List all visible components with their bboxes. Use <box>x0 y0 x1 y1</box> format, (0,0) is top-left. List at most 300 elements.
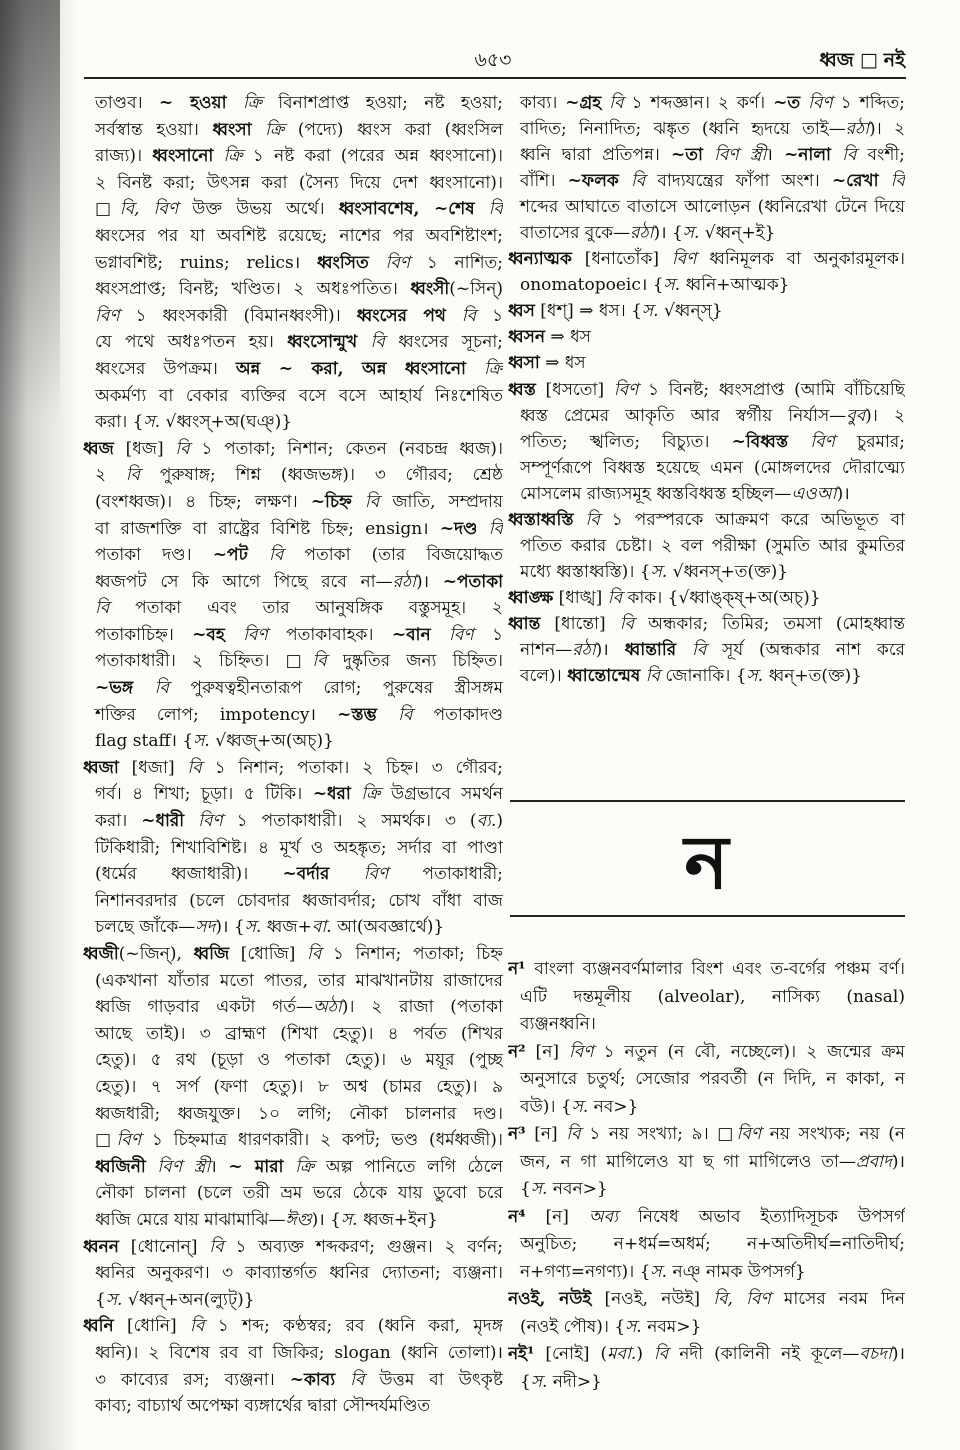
definition-text <box>329 864 363 884</box>
grammar-label: রঠা <box>392 571 416 592</box>
definition-text: মোসলেম রাজ্যসমূহ ধ্বস্তবিধ্বস্ত হচ্ছিল— <box>520 483 792 504</box>
dict-line <box>83 90 503 117</box>
subentry: ধ্বংসিত <box>316 252 369 273</box>
grammar-label: বি <box>364 491 380 512</box>
definition-text: ১ শব্দজ্ঞান। ২ কর্ণ। <box>623 93 774 113</box>
definition-text: বা রাজশক্তি বা রাষ্ট্রের বিশিষ্ট চিহ্ন; ensign। <box>95 518 440 539</box>
subentry: ~কাব্য <box>289 1369 336 1390</box>
dict-line <box>83 781 503 808</box>
definition-text: { <box>95 1289 106 1310</box>
grammar-label: স. <box>625 1316 642 1337</box>
grammar-label: বি <box>398 704 413 725</box>
definition-text: নাশন— <box>520 639 573 660</box>
subentry: ধ্বংসাবশেষ, ~শেষ <box>338 199 475 220</box>
definition-text: নদী (কালিনী নই কূলে— <box>668 1344 860 1364</box>
definition-text: নঞ্ নামক উপসর্গ} <box>667 1261 806 1282</box>
definition-text: ধ্বজ+ইন} <box>357 1209 438 1230</box>
dict-line <box>83 516 503 543</box>
definition-text: ধ্বজি মেরে যায় মাঝামাঝি— <box>95 1209 286 1230</box>
dict-line <box>83 914 503 941</box>
headword: ধ্বাঙ্ক্ষ <box>508 587 554 608</box>
definition-text <box>601 93 609 113</box>
section-letter: ন <box>684 820 729 906</box>
subentry: ~গ্রহ <box>565 93 602 113</box>
subentry: ~পট <box>212 545 248 566</box>
dict-line <box>508 1066 905 1094</box>
definition-text: (নওই পৌষ)। { <box>520 1316 626 1337</box>
definition-text <box>788 432 810 452</box>
grammar-label: বি, বিণ <box>713 1289 771 1309</box>
definition-text: ধ্বনি+আত্মক} <box>680 275 790 296</box>
grammar-label: স. <box>650 561 668 582</box>
dict-line <box>83 808 503 835</box>
definition-text: )। <box>891 1344 905 1364</box>
definition-text: √ধ্বন্+ই} <box>699 223 776 244</box>
definition-text: [ধজ] <box>113 438 176 459</box>
definition-text: ১ শব্দিত; <box>832 93 905 113</box>
definition-text <box>184 811 198 831</box>
grammar-label: এওআ <box>791 483 837 504</box>
definition-text <box>676 640 692 660</box>
definition-text: [ধোজি] <box>229 944 308 964</box>
grammar-label: বি <box>488 518 503 539</box>
definition-text: )। <box>415 571 443 592</box>
grammar-label: বিণ <box>95 305 120 326</box>
grammar-label: রঠা <box>572 639 596 660</box>
definition-text: )। <box>595 639 625 660</box>
dict-line <box>83 835 503 862</box>
grammar-label: বি <box>842 145 857 166</box>
dict-line <box>508 455 905 481</box>
definition-text: ১ শব্দ; কণ্ঠস্বর; রব (ধ্বনি করা, মৃদঙ্গ <box>204 1316 503 1337</box>
dict-line <box>508 1121 905 1149</box>
dict-line <box>83 622 503 649</box>
definition-text: ২ <box>95 465 126 486</box>
definition-text: ১ পতাকাধারী। ২ সমর্থক। ৩ ( <box>222 811 477 832</box>
grammar-label: বা. <box>311 917 332 938</box>
definition-text: )। ২ <box>865 405 905 426</box>
definition-text: গর্ব। ৪ শিখা; চূড়া। ৫ টিকি। <box>95 784 313 805</box>
definition-text: নয় সংখ্যক; নয় (ন <box>761 1124 905 1144</box>
grammar-label: স. <box>746 666 764 687</box>
dict-line <box>83 1367 503 1394</box>
dict-line <box>508 324 905 350</box>
dict-line <box>83 1287 503 1314</box>
grammar-label: স. <box>641 301 659 322</box>
definition-text: )। <box>891 1151 905 1172</box>
headword: ন² <box>508 1041 526 1062</box>
definition-text: নবম>} <box>641 1316 702 1337</box>
grammar-label: বি <box>653 1344 669 1364</box>
dict-line <box>83 1127 503 1154</box>
headword: ধ্বস্ত <box>508 379 536 400</box>
grammar-label: ক্রি <box>242 93 262 113</box>
definition-text: ধ্বনির অনুকরণ। ৩ কাব্যান্তর্গত ধ্বনির দ্যোতনা; ব্যঞ্জনা। <box>95 1263 503 1284</box>
dict-line <box>83 223 503 250</box>
header-rule <box>84 77 906 79</box>
definition-text: জাতি, সম্প্রদায় <box>379 491 503 512</box>
subentry: ধ্বান্তোন্মেষ <box>567 666 641 687</box>
definition-text: ১ পতাকা; নিশান; কেতন (নবচন্দ্র ধ্বজ)। <box>189 438 503 459</box>
headword: নওই, নউই <box>508 1289 592 1309</box>
headword: ধ্বনি <box>83 1316 114 1337</box>
definition-text: সম্পূর্ণরূপে বিধ্বস্ত হয়েছে এমন (মোঙ্গলদের দৌরাত্ম্যে <box>520 457 905 478</box>
subentry: ধ্বংসের পথ <box>356 305 446 326</box>
grammar-label: ক্রি <box>223 146 243 167</box>
grammar-label: ক্রি <box>483 358 503 379</box>
definition-text: ভগ্নাবশিষ্ট; ruins; relics। <box>95 252 317 273</box>
grammar-label: স. <box>193 731 210 752</box>
subentry: ~ধারী <box>141 811 185 832</box>
definition-text: অন্ধকার; তিমির; তমসা (মোহধ্বান্ত <box>634 613 905 634</box>
grammar-label: বি <box>350 1369 365 1390</box>
definition-text: রাজ্য)। <box>95 146 153 167</box>
definition-text <box>574 510 586 530</box>
definition-text: সর্বস্বান্ত হওয়া। <box>95 119 213 140</box>
definition-text: করা। { <box>95 412 144 433</box>
definition-text: চলছে জাঁকে— <box>95 917 196 938</box>
definition-text <box>283 1157 295 1177</box>
definition-text: নিশানবরদার (চলে চোবদার ধ্বজাবর্দার; চোখ বাঁধা বাজ <box>95 890 503 911</box>
dict-line <box>83 329 503 356</box>
grammar-label: বি <box>175 438 190 459</box>
dict-line <box>508 116 905 142</box>
definition-text: পতাকাদণ্ড <box>412 704 503 725</box>
dict-line <box>83 941 503 968</box>
grammar-label: স. <box>682 223 700 244</box>
scan-edge-stain <box>0 0 60 420</box>
headword: ধ্বস্তাধ্বস্তি <box>508 509 574 530</box>
definition-text: (একখানা যাঁতার মতো পাতর, তার মাঝখানটায় রাজাদের <box>95 970 503 991</box>
grammar-label: ক্রি <box>265 119 285 140</box>
definition-text: অনুচিত; ন+ধর্ম=অধর্ম; ন+অতিদীর্ঘ=নাতিদীর্ঘ; <box>520 1234 905 1254</box>
definition-text: কাব্য; বাচ্যার্থ অপেক্ষা ব্যঙ্গার্থের দ্বারা সৌন্দর্যমণ্ডিত <box>95 1396 431 1417</box>
grammar-label: স. <box>244 917 262 938</box>
right-column-upper <box>508 90 905 689</box>
definition-text: ) <box>636 1344 654 1364</box>
definition-text: )। <box>836 483 850 504</box>
dict-line <box>83 861 503 888</box>
definition-text <box>352 492 365 512</box>
definition-text: বাতাসের বুকে— <box>520 223 631 244</box>
dict-line <box>508 1259 905 1287</box>
definition-text: √ধ্বংস্+অ(ঘঞ্)} <box>160 412 293 433</box>
dict-line <box>508 168 905 194</box>
grammar-label: বি <box>566 1124 581 1144</box>
definition-text: [ধান্তো] <box>540 613 620 634</box>
grammar-label: বি <box>630 171 646 192</box>
dict-line <box>83 409 503 436</box>
definition-text <box>252 120 266 140</box>
grammar-label: বচদা <box>859 1344 892 1364</box>
grammar-label: ব্য. <box>476 811 497 832</box>
dict-line <box>83 196 503 223</box>
headword: ন³ <box>508 1124 526 1144</box>
dict-line <box>508 142 905 168</box>
dict-line <box>508 1176 905 1204</box>
definition-text: অল্প পানিতে লগি ঠেলে <box>314 1156 503 1177</box>
definition-text: ধ্বন্+ত(ক্ত)} <box>763 666 862 687</box>
dict-line <box>83 250 503 277</box>
dict-line <box>83 462 503 489</box>
definition-text: ধ্বনি দ্বারা প্রতিপন্ন। <box>520 145 672 166</box>
grammar-label: বিণ <box>808 93 833 113</box>
section-rule-top <box>510 800 905 802</box>
dict-line <box>508 559 905 585</box>
grammar-label: বি <box>312 651 327 672</box>
page-number: ৬৫৩ <box>474 49 512 71</box>
definition-text: এটি দন্তমূলীয় (alveolar), নাসিক্য (nasal) <box>520 986 905 1007</box>
definition-text: (~সিন্) <box>449 279 503 300</box>
definition-text: □ <box>95 199 120 220</box>
grammar-label: স. <box>571 1096 589 1117</box>
definition-text <box>248 545 269 565</box>
definition-text: (পদ্যে) ধ্বংস করা (ধ্বংসিল <box>284 119 503 140</box>
grammar-label: বিণ স্ত্রী <box>157 1156 211 1177</box>
grammar-label: ঈগু <box>285 1209 312 1230</box>
definition-text: চুরমার; <box>834 431 905 452</box>
grammar-label: স. <box>663 275 681 296</box>
definition-text <box>800 93 808 113</box>
dict-line <box>83 170 503 197</box>
definition-text <box>431 625 449 645</box>
subentry: ~ধরা <box>312 784 351 805</box>
definition-text: [নওই, নউই] <box>591 1289 714 1309</box>
dict-line <box>508 220 905 246</box>
headword: ধ্বস <box>508 301 535 322</box>
definition-text: [ধজা] <box>118 757 188 778</box>
grammar-label: বি <box>190 1316 205 1337</box>
definition-text: যে পথে অধঃপতন হয়। <box>95 332 288 353</box>
grammar-label: বিণ <box>810 431 835 452</box>
definition-text: পতাকাধারী; <box>388 864 503 885</box>
definition-text: কাক। {√ধ্বাঙ্ক্ষ্+অ(অচ্)} <box>622 587 821 608</box>
definition-text: { <box>520 1179 531 1199</box>
dict-line <box>508 1314 905 1342</box>
grammar-label: ক্রি <box>295 1156 315 1177</box>
subentry: ~ মারা <box>228 1156 284 1177</box>
grammar-label: বি <box>209 1236 224 1257</box>
dict-line <box>83 117 503 144</box>
dict-line <box>83 755 503 782</box>
definition-text: ন+গণ্য=নগণ্য)। { <box>520 1261 651 1282</box>
definition-text: টিকিধারী; শিখাবিশিষ্ট। ৪ মূর্খ ও অহঙ্কৃত; সর্দার বা পাণ্ডা <box>95 837 503 858</box>
dict-line <box>508 298 905 324</box>
definition-text: বাংলা ব্যঞ্জনবর্ণমালার বিংশ এবং ত-বর্গের পঞ্চম বর্ণ। <box>525 959 905 979</box>
grammar-label: বি <box>154 678 169 699</box>
definition-text: ব্যঞ্জনধ্বনি। <box>520 1014 596 1034</box>
grammar-label: বিণ <box>385 252 411 273</box>
dict-line <box>83 143 503 170</box>
dict-line <box>508 1011 905 1039</box>
definition-text: ১ <box>473 624 503 645</box>
dict-line <box>83 702 503 729</box>
definition-text: হেতু)। ৫ রথ (চূড়া ও পতাকা হেতু)। ৬ ময়ূর (পুচ্ছ <box>95 1050 503 1071</box>
definition-text <box>146 1157 158 1177</box>
grammar-label: স. <box>340 1209 358 1230</box>
subentry: ধ্বজি <box>193 944 230 964</box>
guide-word-last: নই <box>883 49 905 71</box>
definition-text <box>335 1370 350 1390</box>
definition-text: পুরুষাঙ্গ; শিশ্ন (ধ্বজভঙ্গ)। ৩ গৌরব; শ্রেষ্ঠ <box>140 465 503 486</box>
definition-text: অনুসারে চতুর্থ; সেজোর পরবর্তী (ন দিদি, ন কাকা, ন <box>520 1069 905 1089</box>
dict-line <box>83 648 503 675</box>
definition-text: ১ চিহ্নমাত্র ধারণকারী। ২ কপট; ভণ্ড (ধর্মধ্বজী)। <box>141 1130 503 1151</box>
subentry: ধ্বংসী <box>410 279 450 300</box>
definition-text <box>446 306 462 326</box>
grammar-label: বি <box>645 666 660 687</box>
dict-line <box>83 1260 503 1287</box>
subentry: ~বর্দার <box>282 864 330 885</box>
grammar-label: বি, বিণ <box>119 199 179 220</box>
definition-text: ২ বিনষ্ট করা; উৎসন্ন করা (সৈন্য দিয়ে দেশ ধ্বংসানো)। <box>95 172 503 193</box>
headword: ধ্বজা <box>83 757 119 778</box>
dict-line <box>83 1154 503 1181</box>
subentry: অন্ন ~ করা, অন্ন ধ্বংসানো <box>235 358 466 379</box>
grammar-label: স. <box>143 412 161 433</box>
grammar-label: রঠা <box>845 119 870 140</box>
definition-text: হেতু)। ৭ সর্প (ফণা হেতু)। ৮ অশ্ব (চামর হেতু)। ৯ <box>95 1076 503 1097</box>
definition-text: ১ পরস্পরকে আক্রমণ করে অভিভূত বা <box>599 509 905 530</box>
dict-line <box>83 595 503 622</box>
definition-text: (বংশধ্বজ)। ৪ চিহ্ন; লক্ষণ। <box>95 491 311 512</box>
definition-text: মাসের নবম দিন <box>770 1289 905 1309</box>
definition-text: ধ্বজপট সে কি আগে পিছে রবে না— <box>95 571 393 592</box>
definition-text: কাব্য। <box>520 93 566 113</box>
definition-text: বাদ্যযন্ত্রের ফাঁপা অংশ। <box>645 171 832 192</box>
grammar-label: বিণ <box>116 1130 142 1151</box>
grammar-label: বি <box>691 639 707 660</box>
dict-line <box>508 1286 905 1314</box>
headword: ধ্বজ <box>83 438 114 459</box>
definition-text: ধ্বংসের উপক্রম। <box>95 358 236 379</box>
subentry: ~ত <box>773 93 801 113</box>
guide-separator: □ <box>859 49 878 71</box>
grammar-label: বিণ <box>363 864 389 885</box>
guide-words <box>819 46 905 78</box>
dict-line <box>83 1021 503 1048</box>
definition-text: তাণ্ডব। <box>95 93 159 113</box>
dict-line <box>508 1094 905 1122</box>
definition-text: শব্দের আঘাতে বাতাসে আলোড়ন (ধ্বনিরেখা টেনে দিয়ে <box>520 197 905 218</box>
dict-line <box>508 1204 905 1232</box>
definition-text: শক্তির লোপ; impotency। <box>95 704 338 725</box>
dict-line <box>508 1149 905 1177</box>
dict-line <box>508 272 905 298</box>
grammar-label: ক্রি <box>361 784 381 805</box>
grammar-label: অব্য <box>588 1206 619 1227</box>
dict-line <box>83 968 503 995</box>
subentry: ~বান <box>391 624 431 645</box>
dict-line <box>508 533 905 559</box>
definition-text: পতাকাধারী। ২ চিহ্নিত। □ <box>95 651 313 672</box>
definition-text: [ধসতো] <box>535 379 614 400</box>
definition-text: [ন] <box>525 1041 569 1062</box>
definition-text: পতাকাবাহক। <box>267 624 392 645</box>
grammar-label: বি <box>370 332 385 353</box>
subentry: ~ভঙ্গ <box>95 678 134 699</box>
dict-line <box>508 585 905 611</box>
dict-line <box>83 1234 503 1261</box>
left-column <box>83 90 503 1420</box>
definition-text: )। ২ <box>869 119 905 140</box>
definition-text: √ধ্বনস্+ত(ক্ত)} <box>667 561 789 582</box>
definition-text <box>357 332 370 352</box>
dict-line <box>83 356 503 383</box>
definition-text: ১ নাশিত; <box>410 252 503 273</box>
dict-line <box>83 1207 503 1234</box>
definition-text: নদী>} <box>547 1371 602 1392</box>
dict-line <box>508 90 905 116</box>
definition-text: ১ অব্যক্ত শব্দকরণ; গুঞ্জন। ২ বর্ণন; <box>223 1236 503 1257</box>
grammar-label: স. <box>530 1179 548 1199</box>
definition-text: ১ নষ্ট করা (পরের অন্ন ধ্বংসানো)। <box>242 146 503 167</box>
dict-line <box>508 1369 905 1397</box>
definition-text: ধ্বস্ত প্রেমের আকৃতি আর স্বর্গীয় নির্যাস— <box>520 405 847 426</box>
definition-text: ধ্বংসপ্রাপ্ত; বিনষ্ট; খণ্ডিত। ২ অধঃপতিত। <box>95 279 411 300</box>
dict-line <box>83 569 503 596</box>
grammar-label: বি <box>609 93 624 113</box>
definition-text: { <box>520 1371 531 1392</box>
grammar-label: বিণ <box>613 379 639 400</box>
definition-text: দুষ্কৃতির জন্য চিহ্নিত। <box>326 651 503 672</box>
headword: ধ্বসন <box>508 327 546 348</box>
definition-text: জোনাকি। { <box>659 666 747 687</box>
definition-text <box>351 784 362 804</box>
headword: ধ্বান্ত <box>508 613 541 634</box>
definition-text: জন, ন গা মাগিলেও যা ছ গা মাগিলেও তা— <box>520 1151 856 1172</box>
dict-line <box>508 663 905 689</box>
definition-text: পতিত করার চেষ্টা। ২ বল পরীক্ষা (সুমতি আর কুমতির <box>520 535 905 556</box>
definition-text: ⇒ ধস <box>545 327 591 348</box>
subentry: ~দণ্ড <box>439 518 478 539</box>
subentry: ধ্বংসা <box>212 119 252 140</box>
grammar-label: মবা. <box>607 1344 637 1364</box>
definition-text: বউ)। { <box>520 1096 572 1117</box>
subentry: ধ্বজিনী <box>95 1156 146 1177</box>
definition-text: ধ্বংসের পর যা অবশিষ্ট রয়েছে; নাশের পর অবশিষ্টাংশ; <box>95 225 503 246</box>
definition-text <box>466 359 484 379</box>
subentry: ~ হওয়া <box>159 93 227 113</box>
grammar-label: বি <box>607 587 623 608</box>
grammar-label: স. <box>530 1371 548 1392</box>
dict-line <box>83 1047 503 1074</box>
definition-text: পতাকা (তার বিজয়োদ্ধত <box>283 545 503 566</box>
grammar-label: বিণ <box>736 1124 762 1144</box>
subentry: ~নালা <box>784 145 831 166</box>
dict-line <box>508 481 905 507</box>
definition-text: ১ নয় সংখ্যা; ৯। □ <box>580 1124 737 1144</box>
definition-text: )। ২ রাজা (পতাকা <box>341 997 503 1018</box>
grammar-label: প্রবাদ <box>855 1151 892 1172</box>
definition-text: ১ ধ্বংসকারী (বিমানধ্বংসী)। <box>119 305 357 326</box>
definition-text: ধ্বংসের সূচনা; <box>384 332 503 353</box>
definition-text <box>369 253 386 273</box>
dict-line <box>83 1180 503 1207</box>
dict-line <box>83 489 503 516</box>
dict-line <box>83 1340 503 1367</box>
subentry: ~তা <box>671 145 703 166</box>
grammar-label: বিণ <box>198 811 223 832</box>
definition-text <box>619 171 631 191</box>
dict-line <box>83 675 503 702</box>
grammar-label: স. <box>650 1261 668 1282</box>
definition-text: ধ্বজধারী; ধ্বজযুক্ত। ১০ লগি; নৌকা চালনার দণ্ড। <box>95 1103 503 1124</box>
definition-text: । <box>210 1156 229 1177</box>
subentry: ~পতাকা <box>442 571 503 592</box>
definition-text: ) <box>496 811 503 832</box>
definition-text: মধ্যে ধ্বস্তাধ্বস্তি)। { <box>520 561 651 582</box>
